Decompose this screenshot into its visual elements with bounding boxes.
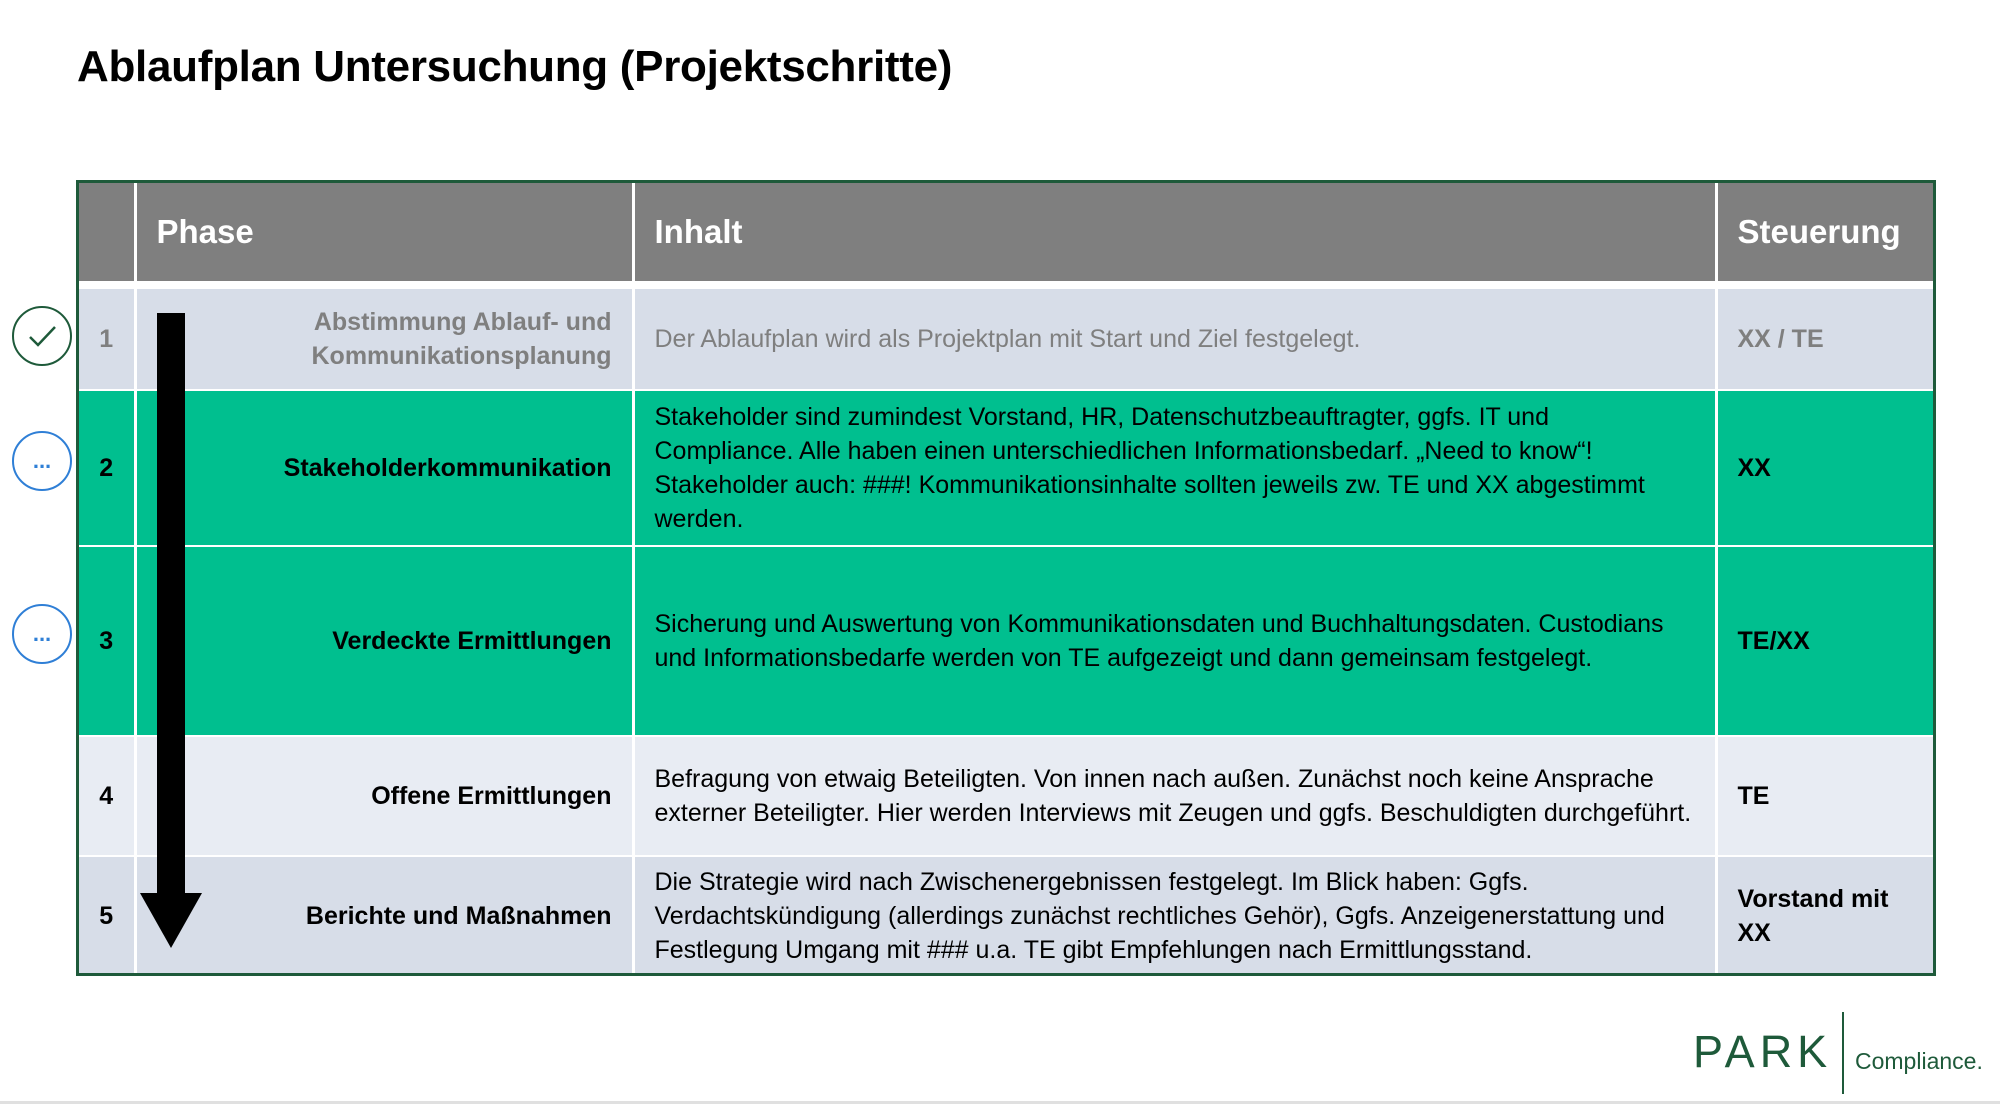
ellipsis-icon: ... bbox=[12, 604, 72, 664]
row-steuerung: TE bbox=[1716, 736, 1933, 856]
row-phase: Offene Ermittlungen bbox=[135, 736, 633, 856]
row-phase: Stakeholderkommunikation bbox=[135, 390, 633, 546]
header-number bbox=[79, 183, 135, 285]
table-row bbox=[79, 390, 1933, 546]
project-steps-table bbox=[76, 180, 1936, 976]
row-number: 1 bbox=[79, 285, 135, 390]
checkmark-icon bbox=[12, 306, 72, 366]
table-row bbox=[79, 546, 1933, 736]
row-inhalt: Sicherung und Auswertung von Kommunikationsdaten und Buchhaltungsdaten. Custodians und Informationsbedarfe werden von TE aufgezeigt und dann gemeinsam festgelegt. bbox=[633, 546, 1716, 736]
header-inhalt: Inhalt bbox=[633, 183, 1716, 285]
row-number: 3 bbox=[79, 546, 135, 736]
row-phase: Verdeckte Ermittlungen bbox=[135, 546, 633, 736]
row-inhalt: Die Strategie wird nach Zwischenergebnissen festgelegt. Im Blick haben: Ggfs. Verdachtskündigung (allerdings zunächst rechtliches Gehör), Ggfs. Anzeigenerstattung und Festlegung Umgang mit ### u.a. TE gibt Empfehlungen nach Ermittlungsstand. bbox=[633, 856, 1716, 975]
row-number: 4 bbox=[79, 736, 135, 856]
ellipsis-icon: ... bbox=[12, 431, 72, 491]
row-steuerung: XX bbox=[1716, 390, 1933, 546]
row-phase: Abstimmung Ablauf- und Kommunikationsplanung bbox=[135, 285, 633, 390]
row-inhalt: Stakeholder sind zumindest Vorstand, HR, Datenschutzbeauftragter, ggfs. IT und Compliance. Alle haben einen unterschiedlichen Informationsbedarf. „Need to know“! Stakeholder auch: ###! Kommunikationsinhalte sollten jeweils zw. TE und XX abgestimmt werden. bbox=[633, 390, 1716, 546]
progress-arrow-icon bbox=[140, 313, 202, 948]
header-steuerung: Steuerung bbox=[1716, 183, 1933, 285]
logo-subtitle: Compliance. bbox=[1855, 1048, 1983, 1074]
row-steuerung: TE/XX bbox=[1716, 546, 1933, 736]
table-row bbox=[79, 285, 1933, 390]
row-steuerung: Vorstand mit XX bbox=[1716, 856, 1933, 975]
row-inhalt: Befragung von etwaig Beteiligten. Von innen nach außen. Zunächst noch keine Ansprache externer Beteiligter. Hier werden Interviews mit Zeugen und ggfs. Beschuldigten durchgeführt. bbox=[633, 736, 1716, 856]
table-row bbox=[79, 736, 1933, 856]
header-phase: Phase bbox=[135, 183, 633, 285]
row-number: 5 bbox=[79, 856, 135, 975]
row-number: 2 bbox=[79, 390, 135, 546]
page-title: Ablaufplan Untersuchung (Projektschritte) bbox=[77, 42, 953, 91]
logo-brand: PARK bbox=[1693, 1026, 1833, 1077]
table-row bbox=[79, 856, 1933, 975]
table-header-row bbox=[79, 183, 1933, 285]
logo-divider bbox=[1842, 1012, 1844, 1094]
row-steuerung: XX / TE bbox=[1716, 285, 1933, 390]
row-phase: Berichte und Maßnahmen bbox=[135, 856, 633, 975]
row-inhalt: Der Ablaufplan wird als Projektplan mit Start und Ziel festgelegt. bbox=[633, 285, 1716, 390]
